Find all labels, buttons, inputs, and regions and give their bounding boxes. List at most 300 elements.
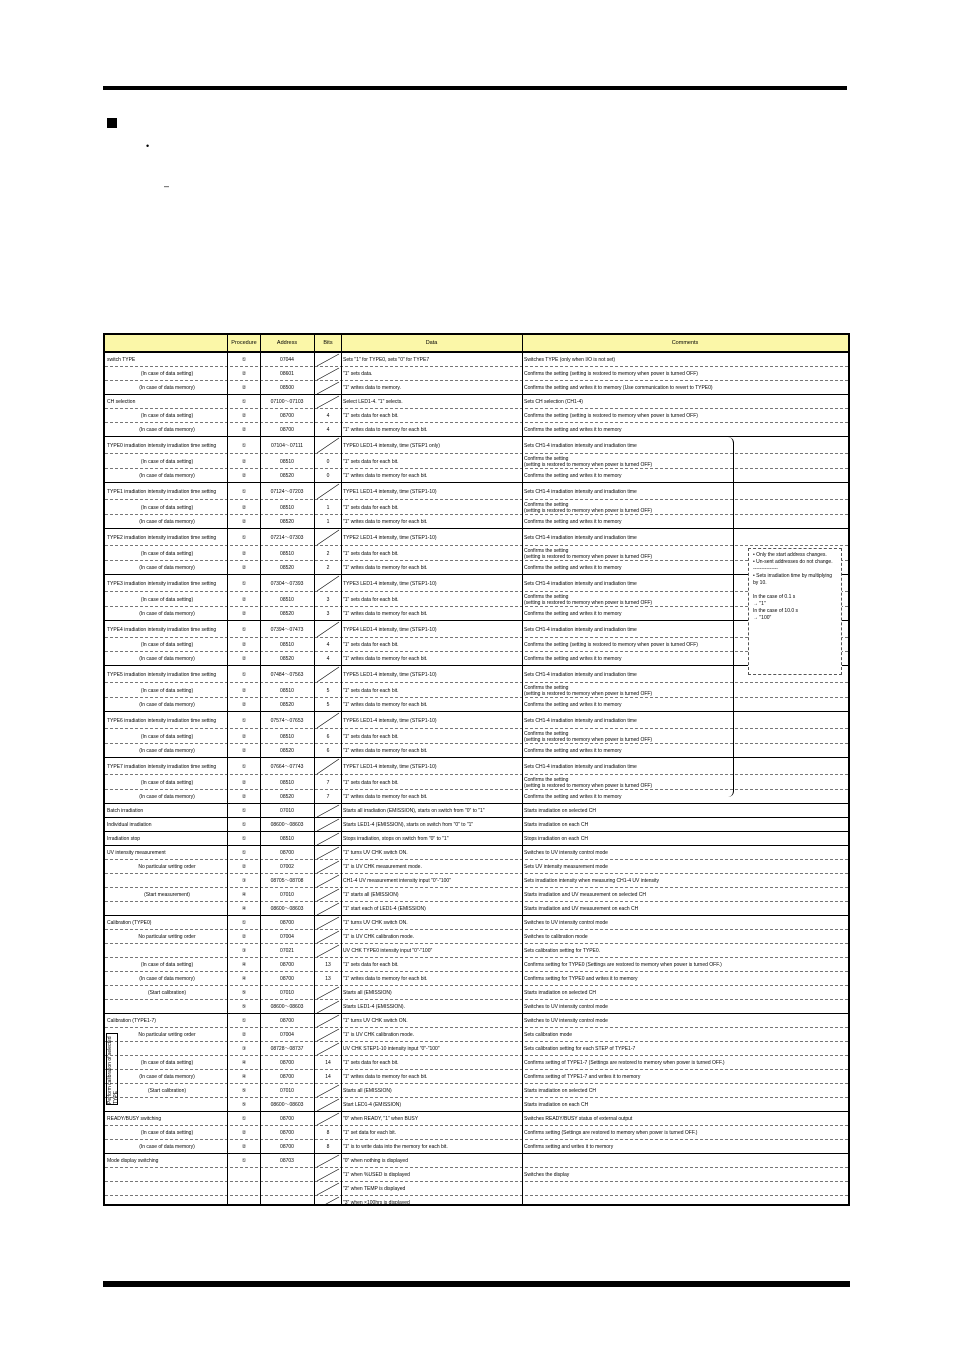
- table-row: [105, 697, 848, 712]
- row-procedure: ①: [241, 1116, 247, 1122]
- row-bits: 13: [325, 962, 331, 968]
- row-procedure: ②: [241, 779, 247, 786]
- row-data: "1" is UV CHK calibration mode.: [343, 934, 415, 940]
- row-address: 08600～08603: [270, 822, 304, 828]
- side-label-vertical: Perform calibration of selected TYPE: [106, 1033, 118, 1105]
- row-data: Stops irradiation, stops on switch from "0" to "1": [343, 836, 449, 842]
- row-data: "1" sets data for each bit.: [343, 733, 399, 740]
- row-address: 08520: [280, 702, 294, 708]
- row-data: Starts all (EMISSION): [343, 990, 392, 996]
- column-divider: [314, 335, 315, 1204]
- empty-bits-slash: [315, 529, 341, 546]
- row-data: TYPE7 LED1-4 intensity, time (STEP1-10): [343, 763, 437, 770]
- row-item-label: (In case of data memory): [139, 611, 195, 617]
- row-data: "1" turns UV CHK switch ON.: [343, 1018, 408, 1024]
- row-data: "1" sets data for each bit.: [343, 687, 399, 694]
- row-address: [261, 1182, 313, 1196]
- table-row: [105, 528, 848, 546]
- row-comment: Sets CH1-4 irradiation intensity and irradiation time: [524, 580, 637, 587]
- row-procedure: ②: [241, 550, 247, 557]
- row-comment: Confirms the setting and writes it to memory: [524, 611, 622, 617]
- row-address: 08700: [280, 850, 294, 856]
- row-data: "1" turns UV CHK switch ON.: [343, 920, 408, 926]
- row-address: 07664～07743: [270, 763, 304, 770]
- row-procedure: ⑤: [241, 990, 247, 996]
- row-data: "1" writes data to memory for each bit.: [343, 473, 428, 479]
- row-item-label: (In case of data setting): [140, 413, 194, 419]
- row-procedure: ②: [241, 702, 247, 708]
- empty-bits-slash: [315, 381, 341, 395]
- row-bits: 8: [326, 1130, 330, 1136]
- row-comment: Sets calibration setting for each STEP of TYPE1-7: [524, 1046, 636, 1052]
- row-address: 08520: [280, 794, 294, 800]
- row-bits: 4: [326, 656, 330, 662]
- row-procedure: ②: [241, 473, 247, 479]
- table-row: [105, 637, 848, 652]
- table-row: [105, 366, 848, 381]
- row-bits: 5: [326, 702, 330, 708]
- group-brace: [725, 437, 734, 797]
- row-address: 07010: [280, 892, 294, 898]
- row-item-label: (In case of data setting): [140, 962, 194, 968]
- row-procedure: ①: [241, 850, 247, 856]
- table-row: [105, 422, 848, 437]
- table-row: [105, 394, 848, 409]
- row-address: 07010: [280, 1088, 294, 1094]
- empty-bits-slash: [315, 986, 341, 1000]
- row-procedure: [229, 1168, 259, 1182]
- row-procedure: ①: [241, 836, 247, 842]
- row-comment: Confirms the setting (setting is restored to memory when power is turned OFF): [524, 413, 698, 419]
- row-data: Starts LED1-4 (EMISSION).: [343, 1004, 405, 1010]
- table-row: [105, 1027, 848, 1042]
- row-comment: Sets CH selection (CH1-4): [524, 399, 583, 405]
- row-item-label: (Start measurement): [144, 892, 190, 898]
- row-item-label: Irradiation stop: [107, 836, 141, 842]
- row-procedure: ②: [241, 642, 247, 648]
- table-row: [105, 845, 848, 860]
- row-procedure: ④: [241, 976, 247, 982]
- row-comment: Sets UV intensity measurement mode: [524, 864, 608, 870]
- table-row: [105, 408, 848, 423]
- row-comment: Confirms setting and writes it to memory: [524, 1144, 614, 1150]
- row-address: 08510: [280, 687, 294, 694]
- row-comment: Confirms the setting (setting is restored to memory when power is turned OFF): [524, 455, 653, 468]
- table-row: [105, 873, 848, 888]
- table-row: [105, 1013, 848, 1028]
- row-comment: Sets CH1-4 irradiation intensity and irradiation time: [524, 442, 637, 449]
- row-data: "1" is UV CHK calibration mode.: [343, 1032, 415, 1038]
- row-item-label: (In case of data memory): [139, 1144, 195, 1150]
- row-data: TYPE5 LED1-4 intensity, time (STEP1-10): [343, 671, 437, 678]
- empty-bits-slash: [315, 1098, 341, 1112]
- column-divider: [227, 335, 228, 1204]
- table-row: [105, 514, 848, 529]
- row-bits: 14: [325, 1060, 331, 1066]
- empty-bits-slash: [315, 575, 341, 592]
- empty-bits-slash: [315, 944, 341, 958]
- row-address: 08700: [280, 1144, 294, 1150]
- row-item-label: (In case of data memory): [139, 519, 195, 525]
- empty-bits-slash: [315, 758, 341, 775]
- row-data: "1" writes data to memory.: [343, 385, 401, 391]
- table-row: [105, 591, 848, 607]
- row-address: 08600～08603: [270, 1102, 304, 1108]
- row-procedure: ②: [241, 656, 247, 662]
- empty-bits-slash: [315, 1014, 341, 1028]
- row-data: TYPE6 LED1-4 intensity, time (STEP1-10): [343, 717, 437, 724]
- row-item-label: Calibration (TYPE1-7): [107, 1018, 156, 1024]
- row-data: TYPE0 LED1-4 intensity, time (STEP1 only): [343, 442, 440, 449]
- row-address: 08520: [280, 656, 294, 662]
- row-item-label: Batch irradiation: [107, 808, 144, 814]
- table-row: [105, 1083, 848, 1098]
- row-data: TYPE3 LED1-4 intensity, time (STEP1-10): [343, 580, 437, 587]
- row-item-label: UV intensity measurement: [107, 850, 166, 856]
- row-address: 08703: [280, 1158, 294, 1164]
- row-item-label: [107, 1098, 227, 1112]
- row-procedure: ①: [241, 671, 247, 678]
- row-comment: Confirms the setting and writes it to memory: [524, 702, 622, 708]
- row-comment: Confirms the setting (setting is restored to memory when power is turned OFF): [524, 684, 653, 697]
- table-row: [105, 1167, 848, 1182]
- empty-bits-slash: [315, 818, 341, 832]
- row-data: "1" sets data for each bit.: [343, 550, 399, 557]
- row-item-label: (In case of data setting): [140, 779, 194, 786]
- row-data: Sets "1" for TYPE0, sets "0" for TYPE7: [343, 357, 430, 363]
- row-address: 07004: [280, 934, 294, 940]
- row-procedure: ②: [241, 733, 247, 740]
- table-row: [105, 468, 848, 483]
- row-data: TYPE2 LED1-4 intensity, time (STEP1-10): [343, 534, 437, 541]
- row-address: 07124～07203: [270, 488, 304, 495]
- row-item-label: (In case of data memory): [139, 473, 195, 479]
- row-procedure: ①: [241, 920, 247, 926]
- table-row: [105, 1111, 848, 1126]
- row-comment: Switches TYPE (only when I/O is not set): [524, 357, 616, 363]
- row-comment: Confirms the setting (setting is restored to memory when power is turned OFF): [524, 593, 653, 606]
- row-data: "1" sets data for each bit.: [343, 458, 399, 465]
- row-address: 07010: [280, 990, 294, 996]
- row-address: 08510: [280, 733, 294, 740]
- row-item-label: [107, 1168, 227, 1182]
- row-comment: Confirms setting of TYPE1-7 and writes it to memory: [524, 1074, 641, 1080]
- row-comment: Starts irradiation and UV measurement on selected CH: [524, 892, 647, 898]
- row-procedure: ①: [241, 399, 247, 405]
- row-item-label: TYPE0 irradiation intensity irradiation time setting: [107, 442, 217, 449]
- row-bits: 1: [326, 504, 330, 511]
- row-data: "1" writes data to memory for each bit.: [343, 565, 428, 571]
- table-header: [105, 335, 848, 352]
- row-comment: Confirms the setting and writes it to memory: [524, 794, 622, 800]
- table-row: [105, 774, 848, 790]
- row-data: "1" sets data for each bit.: [343, 962, 399, 968]
- row-comment: Sets calibration mode: [524, 1032, 573, 1038]
- row-data: "1" is UV CHK measurement mode.: [343, 864, 422, 870]
- empty-bits-slash: [315, 1182, 341, 1196]
- row-comment: Starts irradiation on each CH: [524, 822, 589, 828]
- row-procedure: ①: [241, 717, 247, 724]
- table-row: [105, 901, 848, 916]
- row-item-label: (In case of data setting): [140, 1130, 194, 1136]
- empty-bits-slash: [315, 916, 341, 930]
- row-address: 08700: [280, 962, 294, 968]
- header-data: Data: [425, 340, 438, 346]
- table-row: [105, 665, 848, 683]
- table-row: [105, 436, 848, 454]
- row-procedure: ①: [241, 763, 247, 770]
- row-procedure: ②: [241, 458, 247, 465]
- empty-bits-slash: [315, 353, 341, 367]
- row-item-label: (In case of data memory): [139, 427, 195, 433]
- column-divider: [341, 335, 342, 1204]
- table-row: [105, 545, 848, 561]
- row-bits: 8: [326, 1144, 330, 1150]
- row-comment: Starts irradiation on selected CH: [524, 1088, 596, 1094]
- row-address: 08520: [280, 611, 294, 617]
- row-procedure: ①: [241, 822, 247, 828]
- row-address: [261, 1196, 313, 1206]
- row-item-label: CH selection: [107, 399, 136, 405]
- table-row: [105, 574, 848, 592]
- row-comment: Confirms setting for TYPE0 (Settings are restored to memory when power is turned OFF.): [524, 962, 722, 968]
- empty-bits-slash: [315, 888, 341, 902]
- row-address: 08600～08603: [270, 1004, 304, 1010]
- row-procedure: ②: [241, 934, 247, 940]
- row-address: 08510: [280, 836, 294, 842]
- row-address: 08700: [280, 1060, 294, 1066]
- table-row: [105, 859, 848, 874]
- address-note-box: • Only the start address changes. • Un-sent addresses do not change. --------------- • Sets irradiation time by multiplying by 10. In the case of 0.1 s → "1" In the case of 10.0 s → "100": [748, 548, 842, 675]
- row-address: 07574～07653: [270, 717, 304, 724]
- row-data: UV CHK STEP1-10 intensity input "0"-"100": [343, 1046, 440, 1052]
- row-bits: 3: [326, 596, 330, 603]
- table-row: [105, 1097, 848, 1112]
- row-procedure: [229, 1182, 259, 1196]
- bullet-dash: –: [164, 181, 170, 191]
- row-comment: Sets irradiation intensity when measuring CH1-4 UV intensity: [524, 878, 660, 884]
- row-data: Select LED1-4. "1" selects.: [343, 399, 403, 405]
- row-comment: Starts irradiation on each CH: [524, 1102, 589, 1108]
- table-row: [105, 682, 848, 698]
- row-procedure: ④: [241, 1060, 247, 1066]
- row-address: 08510: [280, 550, 294, 557]
- row-address: 07044: [280, 357, 294, 363]
- table-row: [105, 499, 848, 515]
- table-row: [105, 1041, 848, 1056]
- table-row: [105, 651, 848, 666]
- row-item-label: [107, 1042, 227, 1056]
- row-address: 08510: [280, 504, 294, 511]
- table-row: [105, 757, 848, 775]
- empty-bits-slash: [315, 1154, 341, 1168]
- row-procedure: ①: [241, 580, 247, 587]
- row-procedure: ②: [241, 687, 247, 694]
- row-data: Starts all irradiation (EMISSION), starts on switch from "0" to "1": [343, 808, 485, 814]
- row-data: "2" when TEMP is displayed: [343, 1186, 406, 1192]
- row-address: 08700: [280, 413, 294, 419]
- row-comment: Sets CH1-4 irradiation intensity and irradiation time: [524, 488, 637, 495]
- row-data: "1" is to write data into the memory for each bit.: [343, 1144, 448, 1150]
- row-comment: Starts irradiation on selected CH: [524, 808, 596, 814]
- table-row: [105, 1069, 848, 1084]
- table-row: [105, 887, 848, 902]
- row-item-label: [107, 1000, 227, 1014]
- row-comment: [524, 1182, 846, 1196]
- table-row: [105, 1125, 848, 1140]
- row-comment: Confirms the setting and writes it to memory (Use communication to revert to TYPE0): [524, 385, 713, 391]
- row-comment: Confirms setting (Settings are restored to memory when power is turned OFF.): [524, 1130, 698, 1136]
- row-comment: Switches to UV intensity control mode: [524, 850, 608, 856]
- row-comment: Sets CH1-4 irradiation intensity and irradiation time: [524, 717, 637, 724]
- column-divider: [522, 335, 523, 1204]
- row-item-label: (In case of data setting): [140, 642, 194, 648]
- row-item-label: [107, 944, 227, 958]
- row-item-label: (In case of data setting): [140, 550, 194, 557]
- row-address: 08700: [280, 920, 294, 926]
- row-comment: Confirms the setting (setting is restored to memory when power is turned OFF): [524, 776, 653, 789]
- row-address: 08700: [280, 427, 294, 433]
- row-address: 08520: [280, 748, 294, 754]
- table-row: [105, 1153, 848, 1168]
- row-address: 08510: [280, 596, 294, 603]
- row-item-label: Individual irradiation: [107, 822, 152, 828]
- table-row: [105, 915, 848, 930]
- table-row: [105, 1195, 848, 1206]
- row-comment: Switches to UV intensity control mode: [524, 1004, 608, 1010]
- row-comment: Confirms the setting and writes it to memory: [524, 473, 622, 479]
- row-address: 08500: [280, 385, 294, 391]
- row-bits: 7: [326, 779, 330, 786]
- row-address: 07214～07303: [270, 534, 304, 541]
- row-procedure: ②: [241, 794, 247, 800]
- row-bits: 0: [326, 458, 330, 465]
- row-procedure: ②: [241, 504, 247, 511]
- row-procedure: ②: [241, 371, 247, 377]
- table-row: [105, 1139, 848, 1154]
- row-item-label: switch TYPE: [107, 357, 136, 363]
- row-data: "1" writes data to memory for each bit.: [343, 656, 428, 662]
- empty-bits-slash: [315, 1168, 341, 1182]
- row-comment: Sets calibration setting for TYPE0.: [524, 948, 601, 954]
- row-data: "1" writes data to memory for each bit.: [343, 702, 428, 708]
- row-address: 08510: [280, 779, 294, 786]
- row-procedure: ①: [241, 534, 247, 541]
- row-data: "1" set data for each bit.: [343, 1130, 397, 1136]
- row-address: 08700: [280, 1130, 294, 1136]
- row-item-label: Mode display switching: [107, 1158, 159, 1164]
- row-address: 08700: [280, 1074, 294, 1080]
- row-data: "1" sets data for each bit.: [343, 642, 399, 648]
- row-item-label: (In case of data setting): [140, 1060, 194, 1066]
- row-comment: Confirms the setting (setting is restored to memory when power is turned OFF): [524, 547, 653, 560]
- row-address: 08700: [280, 1116, 294, 1122]
- row-bits: 6: [326, 748, 330, 754]
- row-address: 07021: [280, 948, 294, 954]
- row-data: "1" writes data to memory for each bit.: [343, 611, 428, 617]
- row-comment: Switches READY/BUSY status of external output: [524, 1116, 633, 1122]
- row-data: "3" when ×100hrs is displayed: [343, 1200, 410, 1206]
- row-data: "1" writes data to memory for each bit.: [343, 427, 428, 433]
- empty-bits-slash: [315, 483, 341, 500]
- empty-bits-slash: [315, 1000, 341, 1014]
- row-address: 07394～07473: [270, 626, 304, 633]
- row-comment: Confirms setting of TYPE1-7 (Settings are restored to memory when power is turned OFF.): [524, 1060, 725, 1066]
- empty-bits-slash: [315, 395, 341, 409]
- footer-rule: [103, 1281, 850, 1287]
- empty-bits-slash: [315, 846, 341, 860]
- row-data: "1" sets data for each bit.: [343, 596, 399, 603]
- row-item-label: (In case of data memory): [139, 1074, 195, 1080]
- empty-bits-slash: [315, 860, 341, 874]
- row-data: "0" when nothing is displayed: [343, 1158, 408, 1164]
- row-bits: 3: [326, 611, 330, 617]
- row-address: 08728～08737: [270, 1046, 304, 1052]
- row-data: "0" when READY, "1" when BUSY: [343, 1116, 419, 1122]
- row-data: "1" sets data for each bit.: [343, 504, 399, 511]
- row-item-label: (In case of data memory): [139, 656, 195, 662]
- row-procedure: ②: [241, 427, 247, 433]
- row-address: 08510: [280, 642, 294, 648]
- table-row: [105, 728, 848, 744]
- row-item-label: (In case of data memory): [139, 748, 195, 754]
- header-procedure: Procedure: [231, 340, 257, 346]
- row-item-label: TYPE5 irradiation intensity irradiation time setting: [107, 671, 217, 678]
- empty-bits-slash: [315, 621, 341, 638]
- row-procedure: ②: [241, 596, 247, 603]
- row-item-label: (Start calibration): [147, 1088, 187, 1094]
- row-data: TYPE1 LED1-4 intensity, time (STEP1-10): [343, 488, 437, 495]
- table-row: [105, 380, 848, 395]
- row-item-label: TYPE7 irradiation intensity irradiation time setting: [107, 763, 217, 770]
- row-procedure: ②: [241, 1032, 247, 1038]
- row-comment: [524, 1154, 846, 1168]
- row-procedure: ④: [241, 906, 247, 912]
- row-item-label: READY/BUSY switching: [107, 1116, 162, 1122]
- row-bits: 2: [326, 550, 330, 557]
- row-data: "1" turns UV CHK switch ON.: [343, 850, 408, 856]
- row-bits: 4: [326, 642, 330, 648]
- row-address: 08600～08603: [270, 906, 304, 912]
- empty-bits-slash: [315, 712, 341, 729]
- row-bits: 0: [326, 473, 330, 479]
- header-rule: [103, 86, 847, 90]
- row-procedure: ⑤: [241, 1102, 247, 1108]
- row-item-label: No particular writing order: [138, 934, 196, 940]
- empty-bits-slash: [315, 804, 341, 818]
- empty-bits-slash: [315, 874, 341, 888]
- row-data: "1" starts all (EMISSION): [343, 892, 399, 898]
- table-row: [105, 817, 848, 832]
- row-item-label: [107, 1196, 227, 1206]
- row-data: "1" writes data to memory for each bit.: [343, 748, 428, 754]
- table-row: [105, 606, 848, 621]
- row-procedure: ②: [241, 748, 247, 754]
- row-item-label: (In case of data setting): [140, 371, 194, 377]
- row-address: 08510: [280, 458, 294, 465]
- row-procedure: ①: [241, 357, 247, 363]
- row-address: 08601: [280, 371, 294, 377]
- row-item-label: (In case of data setting): [140, 687, 194, 694]
- row-address: 07484～07563: [270, 671, 304, 678]
- row-address: [261, 1168, 313, 1182]
- row-data: "1" sets data.: [343, 371, 373, 377]
- empty-bits-slash: [315, 1196, 341, 1206]
- row-bits: 13: [325, 976, 331, 982]
- table-row: [105, 560, 848, 575]
- row-item-label: (In case of data memory): [139, 702, 195, 708]
- row-procedure: ②: [241, 611, 247, 617]
